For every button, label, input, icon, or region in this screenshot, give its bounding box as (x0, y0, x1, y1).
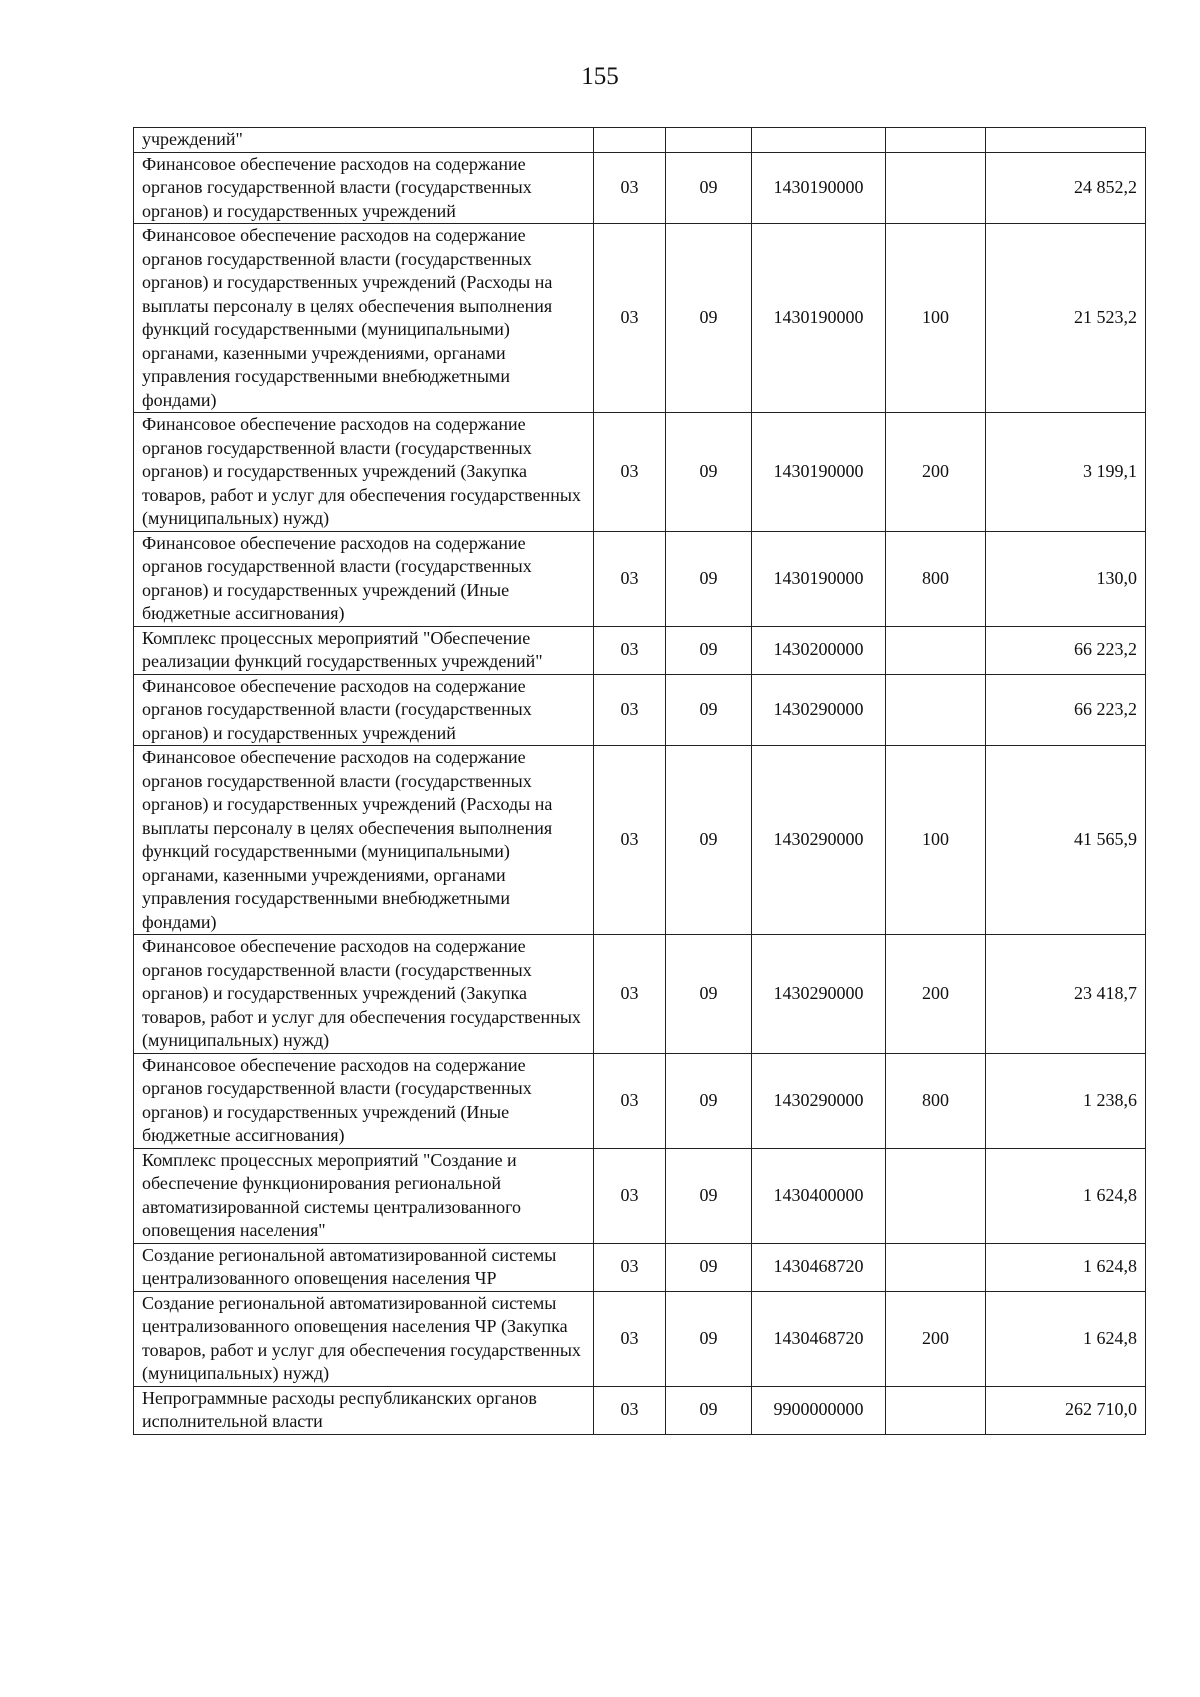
row-target: 1430200000 (752, 626, 886, 674)
row-target: 1430290000 (752, 746, 886, 935)
row-amount: 66 223,2 (986, 626, 1146, 674)
row-target: 1430400000 (752, 1148, 886, 1243)
row-expense: 800 (886, 531, 986, 626)
row-name: Финансовое обеспечение расходов на содержание органов государственной власти (государственных органов) и государственных учреждений (134, 674, 594, 746)
row-section: 03 (594, 746, 666, 935)
page-number: 155 (581, 63, 619, 90)
row-section: 03 (594, 1291, 666, 1386)
row-subsection: 09 (666, 152, 752, 224)
row-section: 03 (594, 1386, 666, 1434)
row-expense: 100 (886, 224, 986, 413)
row-expense (886, 1148, 986, 1243)
row-name: Комплекс процессных мероприятий "Обеспечение реализации функций государственных учреждений" (134, 626, 594, 674)
row-amount: 41 565,9 (986, 746, 1146, 935)
table-row (134, 531, 1146, 626)
row-subsection: 09 (666, 413, 752, 532)
row-target: 1430190000 (752, 224, 886, 413)
row-subsection: 09 (666, 224, 752, 413)
row-expense (886, 626, 986, 674)
row-section: 03 (594, 674, 666, 746)
table-row (134, 746, 1146, 935)
row-section (594, 128, 666, 153)
row-subsection: 09 (666, 1386, 752, 1434)
table-row (134, 224, 1146, 413)
row-section: 03 (594, 224, 666, 413)
row-amount: 262 710,0 (986, 1386, 1146, 1434)
row-subsection: 09 (666, 935, 752, 1054)
row-section: 03 (594, 626, 666, 674)
row-expense (886, 1386, 986, 1434)
row-subsection: 09 (666, 626, 752, 674)
table-row (134, 413, 1146, 532)
row-amount: 130,0 (986, 531, 1146, 626)
row-expense (886, 674, 986, 746)
row-target: 1430190000 (752, 152, 886, 224)
row-section: 03 (594, 1148, 666, 1243)
row-section: 03 (594, 1053, 666, 1148)
row-name: Финансовое обеспечение расходов на содержание органов государственной власти (государственных органов) и государственных учреждений (Иные бюджетные ассигнования) (134, 1053, 594, 1148)
row-target (752, 128, 886, 153)
row-amount: 3 199,1 (986, 413, 1146, 532)
row-amount: 1 238,6 (986, 1053, 1146, 1148)
row-expense (886, 1243, 986, 1291)
row-amount: 21 523,2 (986, 224, 1146, 413)
row-name: Комплекс процессных мероприятий "Создание и обеспечение функционирования региональной автоматизированной системы централизованного оповещения населения" (134, 1148, 594, 1243)
row-target: 1430468720 (752, 1243, 886, 1291)
row-expense: 200 (886, 413, 986, 532)
table-row (134, 1148, 1146, 1243)
row-name: Финансовое обеспечение расходов на содержание органов государственной власти (государственных органов) и государственных учреждений (Закупка товаров, работ и услуг для обеспечения государственных (муниципальных) нужд) (134, 935, 594, 1054)
row-target: 9900000000 (752, 1386, 886, 1434)
row-subsection: 09 (666, 531, 752, 626)
row-name: Финансовое обеспечение расходов на содержание органов государственной власти (государственных органов) и государственных учреждений (Расходы на выплаты персоналу в целях обеспечения выполнения функций государственными (муниципальными) органами, казенными учреждениями, органами управления государственными внебюджетными фондами) (134, 746, 594, 935)
table-row (134, 128, 1146, 153)
row-amount: 23 418,7 (986, 935, 1146, 1054)
table-row (134, 626, 1146, 674)
table-row (134, 1291, 1146, 1386)
row-subsection: 09 (666, 1243, 752, 1291)
row-subsection: 09 (666, 746, 752, 935)
row-subsection (666, 128, 752, 153)
row-name: Создание региональной автоматизированной системы централизованного оповещения населения ЧР (Закупка товаров, работ и услуг для обеспечения государственных (муниципальных) нужд) (134, 1291, 594, 1386)
row-name: Финансовое обеспечение расходов на содержание органов государственной власти (государственных органов) и государственных учреждений (Закупка товаров, работ и услуг для обеспечения государственных (муниципальных) нужд) (134, 413, 594, 532)
row-subsection: 09 (666, 1148, 752, 1243)
row-subsection: 09 (666, 1053, 752, 1148)
row-amount: 24 852,2 (986, 152, 1146, 224)
row-section: 03 (594, 935, 666, 1054)
row-expense: 200 (886, 1291, 986, 1386)
row-expense: 800 (886, 1053, 986, 1148)
row-expense: 200 (886, 935, 986, 1054)
table-row (134, 1243, 1146, 1291)
row-name: Непрограммные расходы республиканских органов исполнительной власти (134, 1386, 594, 1434)
row-section: 03 (594, 531, 666, 626)
row-section: 03 (594, 413, 666, 532)
budget-table (133, 127, 1146, 1435)
row-subsection: 09 (666, 674, 752, 746)
row-amount: 1 624,8 (986, 1148, 1146, 1243)
row-section: 03 (594, 152, 666, 224)
row-name: Создание региональной автоматизированной системы централизованного оповещения населения ЧР (134, 1243, 594, 1291)
row-name: Финансовое обеспечение расходов на содержание органов государственной власти (государственных органов) и государственных учреждений (Иные бюджетные ассигнования) (134, 531, 594, 626)
row-name: Финансовое обеспечение расходов на содержание органов государственной власти (государственных органов) и государственных учреждений (Расходы на выплаты персоналу в целях обеспечения выполнения функций государственными (муниципальными) органами, казенными учреждениями, органами управления государственными внебюджетными фондами) (134, 224, 594, 413)
row-name: Финансовое обеспечение расходов на содержание органов государственной власти (государственных органов) и государственных учреждений (134, 152, 594, 224)
row-subsection: 09 (666, 1291, 752, 1386)
row-amount (986, 128, 1146, 153)
row-target: 1430190000 (752, 531, 886, 626)
table-row (134, 152, 1146, 224)
row-expense: 100 (886, 746, 986, 935)
row-section: 03 (594, 1243, 666, 1291)
row-target: 1430190000 (752, 413, 886, 532)
row-target: 1430290000 (752, 674, 886, 746)
row-target: 1430468720 (752, 1291, 886, 1386)
table-row (134, 1386, 1146, 1434)
row-amount: 1 624,8 (986, 1243, 1146, 1291)
row-expense (886, 128, 986, 153)
row-amount: 1 624,8 (986, 1291, 1146, 1386)
row-name: учреждений" (134, 128, 594, 153)
row-expense (886, 152, 986, 224)
row-target: 1430290000 (752, 935, 886, 1054)
row-target: 1430290000 (752, 1053, 886, 1148)
table-row (134, 935, 1146, 1054)
row-amount: 66 223,2 (986, 674, 1146, 746)
table-row (134, 1053, 1146, 1148)
table-row (134, 674, 1146, 746)
